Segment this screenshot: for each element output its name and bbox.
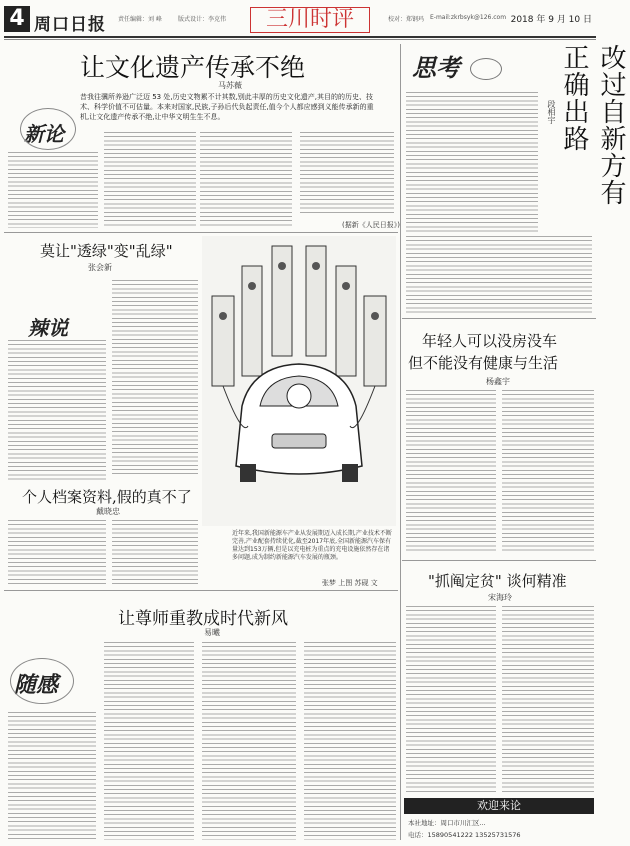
section-divider	[402, 318, 596, 319]
section-divider	[402, 560, 596, 561]
article-title: 莫让"透绿"变"乱绿"	[40, 242, 173, 260]
article-lead: 昔我往骥所养逊广泛迈 53 处,历史文物累不计其数,别此丰厚的历史文化遗产,其目的的历史、技术、科学价值不可估量。本来对国家,民族,子孙后代负起责任,值今个人都应感到义能传承新的重机,让文化遗产传承不绝,让中华文明生生不息。	[80, 93, 374, 121]
article-body	[406, 236, 592, 314]
section-badge: 随感	[14, 672, 59, 698]
article-title: "抓阄定贫" 谈何精准	[428, 572, 567, 590]
column-divider	[400, 44, 401, 840]
badge-swirl-icon	[10, 658, 74, 704]
designer-info: 版式设计：李克伟	[178, 16, 227, 23]
article-body	[502, 390, 594, 554]
section-divider	[4, 590, 398, 591]
article-source: (据新《人民日报》)	[342, 221, 400, 229]
article-title: 让尊师重教成时代新风	[118, 609, 288, 629]
cartoon-caption: 近年来,我国新能源车产业从发展期迈入成长期,产业技术不断完善,产业配套持续优化,截至2017年底,全国新能源汽车保有量达到153万辆,但是以充电桩为重点的充电设施依然存在诸多问题,成为制约新能源汽车发展的瓶颈。	[232, 530, 392, 561]
section-divider	[4, 232, 398, 233]
article-body	[300, 132, 394, 216]
email-info: E-mail:zkrbsyk@126.com	[430, 14, 507, 21]
article-body	[406, 92, 538, 232]
page-number: 4	[4, 6, 30, 32]
article-body	[112, 280, 198, 476]
badge-swirl-icon	[470, 58, 502, 80]
issue-date: 2018 年 9 月 10 日	[510, 15, 592, 25]
vertical-title: 改过自新方有正确出路	[559, 44, 626, 206]
article-author: 易曦	[204, 628, 220, 637]
section-badge: 思考	[412, 53, 460, 82]
article-author: 宋海玲	[488, 593, 512, 602]
article-body	[304, 642, 396, 840]
article-body	[200, 132, 292, 228]
article-title: 个人档案资料,假的真不了	[22, 488, 192, 506]
article-body	[8, 712, 96, 840]
cartoon-illustration	[202, 236, 396, 526]
article-title: 年轻人可以没房没车	[422, 332, 558, 350]
article-author: 张会新	[88, 263, 112, 272]
footer-address: 本社地址：周口市川汇区...	[408, 819, 486, 827]
article-author: 马苏薇	[218, 81, 242, 90]
article-body	[502, 606, 594, 792]
header-rule	[4, 36, 596, 38]
article-body	[104, 642, 194, 840]
newspaper-name: 周口日报	[34, 15, 106, 35]
article-author: 杨鑫宇	[486, 377, 510, 386]
article-body	[406, 390, 496, 554]
page-header	[0, 0, 600, 38]
header-rule-thin	[4, 39, 596, 40]
article-body	[202, 642, 296, 840]
article-body	[8, 340, 106, 480]
article-author: 段相宇	[547, 100, 556, 124]
badge-swirl-icon	[20, 108, 76, 150]
section-badge: 新论	[24, 122, 64, 146]
article-body	[8, 152, 98, 228]
article-body	[112, 520, 198, 586]
footer-phone: 电话：15890541222 13525731576	[408, 831, 521, 839]
welcome-banner: 欢迎来论	[404, 798, 594, 814]
cartoon-credit: 张梦 上图 苏砚 文	[322, 579, 378, 587]
article-body	[406, 606, 496, 792]
article-body	[104, 132, 196, 228]
article-subtitle: 但不能没有健康与生活	[408, 354, 559, 372]
article-body	[8, 520, 106, 586]
section-title: 三川时评	[250, 7, 370, 33]
proofreader-info: 校对：郑钢玛	[388, 16, 425, 23]
editor-info: 责任编辑：刘 峰	[118, 16, 162, 23]
article-title: 让文化遗产传承不绝	[80, 53, 306, 82]
section-badge: 辣说	[28, 316, 68, 340]
article-author: 戴晓忠	[96, 507, 120, 516]
